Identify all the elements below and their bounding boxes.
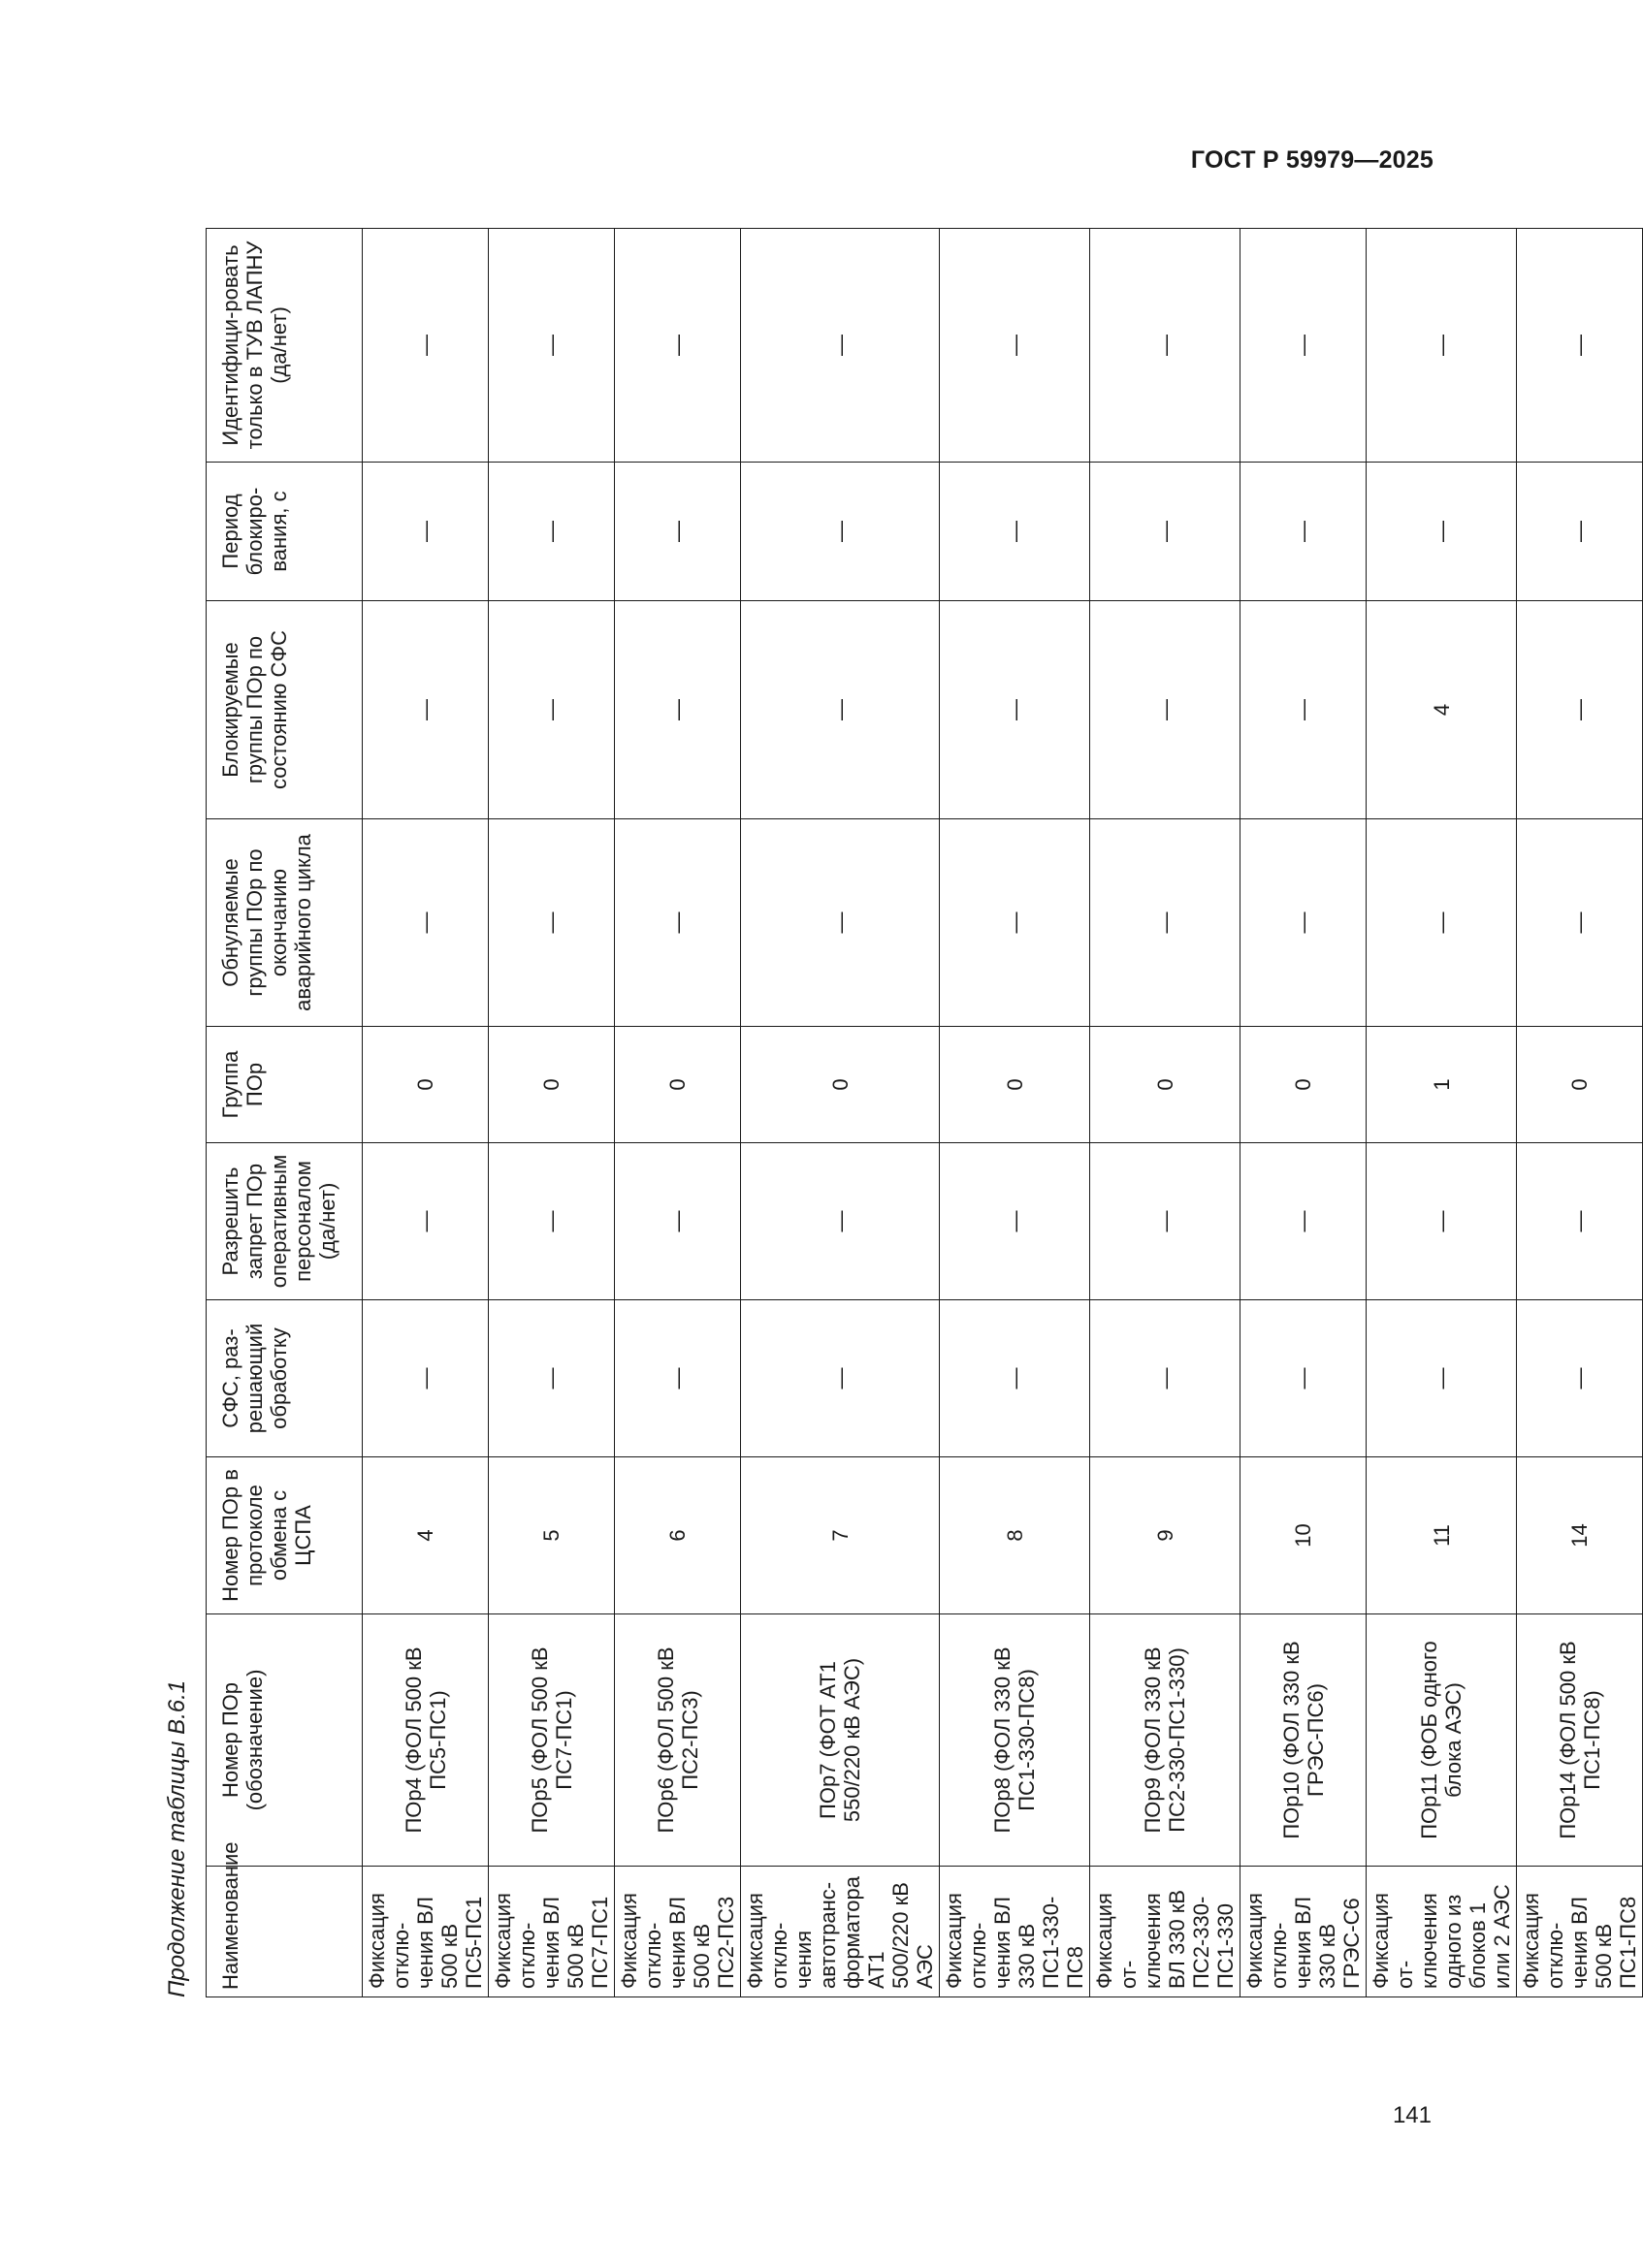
cell-blocked-groups: — bbox=[489, 601, 615, 819]
column-header: Идентифици-ровать только в ТУВ ЛАПНУ (да/нет) bbox=[207, 229, 363, 463]
cell-sfs: — bbox=[1240, 1300, 1367, 1457]
table-header-row bbox=[207, 229, 363, 1997]
column-header: Период блокиро-вания, с bbox=[207, 463, 363, 601]
cell-reset-groups: — bbox=[489, 819, 615, 1027]
cell-name: Фиксация отклю-чения ВЛ 500 кВ ПС7-ПС1 bbox=[489, 1867, 615, 1997]
cell-allow-ban: — bbox=[489, 1143, 615, 1300]
cell-allow-ban: — bbox=[1367, 1143, 1517, 1300]
column-header: Номер ПОр (обозначение) bbox=[207, 1614, 363, 1867]
cell-blocked-groups: — bbox=[1240, 601, 1367, 819]
cell-name: Фиксация отклю-чения ВЛ 330 кВ ГРЭС-С6 bbox=[1240, 1867, 1367, 1997]
cell-group: 0 bbox=[363, 1027, 489, 1143]
cell-group: 0 bbox=[1090, 1027, 1240, 1143]
cell-block-period: — bbox=[1090, 463, 1240, 601]
cell-protocol-number: 7 bbox=[741, 1457, 940, 1614]
cell-designation: ПОр10 (ФОЛ 330 кВ ГРЭС-ПС6) bbox=[1240, 1614, 1367, 1867]
rotated-table-area bbox=[155, 229, 1640, 1997]
cell-allow-ban: — bbox=[1517, 1143, 1643, 1300]
cell-group: 0 bbox=[1517, 1027, 1643, 1143]
cell-protocol-number: 14 bbox=[1517, 1457, 1643, 1614]
cell-blocked-groups: — bbox=[615, 601, 741, 819]
cell-allow-ban: — bbox=[363, 1143, 489, 1300]
cell-name: Фиксация от-ключения одного из блоков 1 или 2 АЭС bbox=[1367, 1867, 1517, 1997]
rotated-content bbox=[155, 229, 1640, 1997]
cell-allow-ban: — bbox=[615, 1143, 741, 1300]
cell-sfs: — bbox=[1517, 1300, 1643, 1457]
cell-blocked-groups: — bbox=[1090, 601, 1240, 819]
cell-designation: ПОр6 (ФОЛ 500 кВ ПС2-ПС3) bbox=[615, 1614, 741, 1867]
table-row bbox=[489, 229, 615, 1997]
cell-group: 1 bbox=[1367, 1027, 1517, 1143]
cell-sfs: — bbox=[615, 1300, 741, 1457]
column-header: Обнуляемые группы ПОр по окончанию аварийного цикла bbox=[207, 819, 363, 1027]
cell-block-period: — bbox=[1240, 463, 1367, 601]
cell-block-period: — bbox=[1517, 463, 1643, 601]
cell-block-period: — bbox=[741, 463, 940, 601]
cell-identify-only: — bbox=[1517, 229, 1643, 463]
cell-designation: ПОр9 (ФОЛ 330 кВ ПС2-330-ПС1-330) bbox=[1090, 1614, 1240, 1867]
cell-block-period: — bbox=[940, 463, 1090, 601]
cell-reset-groups: — bbox=[741, 819, 940, 1027]
cell-group: 0 bbox=[615, 1027, 741, 1143]
cell-name: Фиксация отклю-чения автотранс-форматора АТ1 500/220 кВ АЭС bbox=[741, 1867, 940, 1997]
cell-allow-ban: — bbox=[940, 1143, 1090, 1300]
cell-name: Фиксация отклю-чения ВЛ 500 кВ ПС5-ПС1 bbox=[363, 1867, 489, 1997]
cell-identify-only: — bbox=[1240, 229, 1367, 463]
cell-blocked-groups: 4 bbox=[1367, 601, 1517, 819]
cell-blocked-groups: — bbox=[741, 601, 940, 819]
cell-reset-groups: — bbox=[1367, 819, 1517, 1027]
cell-designation: ПОр11 (ФОБ одного блока АЭС) bbox=[1367, 1614, 1517, 1867]
column-header: Блокируемые группы ПОр по состоянию СФС bbox=[207, 601, 363, 819]
table-row bbox=[1517, 229, 1643, 1997]
cell-identify-only: — bbox=[363, 229, 489, 463]
cell-protocol-number: 5 bbox=[489, 1457, 615, 1614]
cell-reset-groups: — bbox=[1240, 819, 1367, 1027]
cell-sfs: — bbox=[940, 1300, 1090, 1457]
cell-name: Фиксация отклю-чения ВЛ 330 кВ ПС1-330-ПС8 bbox=[940, 1867, 1090, 1997]
column-header: Номер ПОр в протоколе обмена с ЦСПА bbox=[207, 1457, 363, 1614]
cell-identify-only: — bbox=[615, 229, 741, 463]
cell-designation: ПОр5 (ФОЛ 500 кВ ПС7-ПС1) bbox=[489, 1614, 615, 1867]
table-row bbox=[363, 229, 489, 1997]
cell-group: 0 bbox=[741, 1027, 940, 1143]
cell-allow-ban: — bbox=[741, 1143, 940, 1300]
table-row bbox=[1240, 229, 1367, 1997]
cell-reset-groups: — bbox=[1090, 819, 1240, 1027]
standard-number: ГОСТ Р 59979—2025 bbox=[1190, 146, 1434, 174]
cell-protocol-number: 6 bbox=[615, 1457, 741, 1614]
column-header: Группа ПОр bbox=[207, 1027, 363, 1143]
cell-sfs: — bbox=[741, 1300, 940, 1457]
table-row bbox=[741, 229, 940, 1997]
cell-reset-groups: — bbox=[1517, 819, 1643, 1027]
cell-blocked-groups: — bbox=[940, 601, 1090, 819]
cell-group: 0 bbox=[1240, 1027, 1367, 1143]
por-table bbox=[206, 228, 1643, 1997]
cell-designation: ПОр8 (ФОЛ 330 кВ ПС1-330-ПС8) bbox=[940, 1614, 1090, 1867]
column-header: Разрешить запрет ПОр оперативным персоналом (да/нет) bbox=[207, 1143, 363, 1300]
cell-reset-groups: — bbox=[615, 819, 741, 1027]
cell-identify-only: — bbox=[1090, 229, 1240, 463]
cell-name: Фиксация отклю-чения ВЛ 500 кВ ПС1-ПС8 bbox=[1517, 1867, 1643, 1997]
cell-identify-only: — bbox=[940, 229, 1090, 463]
cell-group: 0 bbox=[940, 1027, 1090, 1143]
cell-sfs: — bbox=[363, 1300, 489, 1457]
cell-reset-groups: — bbox=[940, 819, 1090, 1027]
cell-reset-groups: — bbox=[363, 819, 489, 1027]
cell-block-period: — bbox=[615, 463, 741, 601]
cell-identify-only: — bbox=[489, 229, 615, 463]
cell-name: Фиксация от-ключения ВЛ 330 кВ ПС2-330-ПС1-330 bbox=[1090, 1867, 1240, 1997]
cell-name: Фиксация отклю-чения ВЛ 500 кВ ПС2-ПС3 bbox=[615, 1867, 741, 1997]
cell-designation: ПОр7 (ФОТ АТ1 550/220 кВ АЭС) bbox=[741, 1614, 940, 1867]
cell-protocol-number: 9 bbox=[1090, 1457, 1240, 1614]
cell-designation: ПОр4 (ФОЛ 500 кВ ПС5-ПС1) bbox=[363, 1614, 489, 1867]
cell-sfs: — bbox=[1367, 1300, 1517, 1457]
cell-blocked-groups: — bbox=[1517, 601, 1643, 819]
cell-blocked-groups: — bbox=[363, 601, 489, 819]
cell-protocol-number: 10 bbox=[1240, 1457, 1367, 1614]
cell-protocol-number: 8 bbox=[940, 1457, 1090, 1614]
cell-protocol-number: 11 bbox=[1367, 1457, 1517, 1614]
column-header: СФС, раз-решающий обработку bbox=[207, 1300, 363, 1457]
cell-identify-only: — bbox=[1367, 229, 1517, 463]
cell-allow-ban: — bbox=[1240, 1143, 1367, 1300]
cell-allow-ban: — bbox=[1090, 1143, 1240, 1300]
cell-block-period: — bbox=[363, 463, 489, 601]
table-row bbox=[1367, 229, 1517, 1997]
table-row bbox=[1090, 229, 1240, 1997]
cell-sfs: — bbox=[1090, 1300, 1240, 1457]
table-caption: Продолжение таблицы В.6.1 bbox=[164, 1679, 190, 1997]
cell-block-period: — bbox=[489, 463, 615, 601]
cell-designation: ПОр14 (ФОЛ 500 кВ ПС1-ПС8) bbox=[1517, 1614, 1643, 1867]
page-number: 141 bbox=[1392, 2102, 1432, 2128]
cell-identify-only: — bbox=[741, 229, 940, 463]
cell-sfs: — bbox=[489, 1300, 615, 1457]
table-row bbox=[940, 229, 1090, 1997]
cell-protocol-number: 4 bbox=[363, 1457, 489, 1614]
table-row bbox=[615, 229, 741, 1997]
cell-group: 0 bbox=[489, 1027, 615, 1143]
cell-block-period: — bbox=[1367, 463, 1517, 601]
column-header: Наименование bbox=[207, 1867, 363, 1997]
